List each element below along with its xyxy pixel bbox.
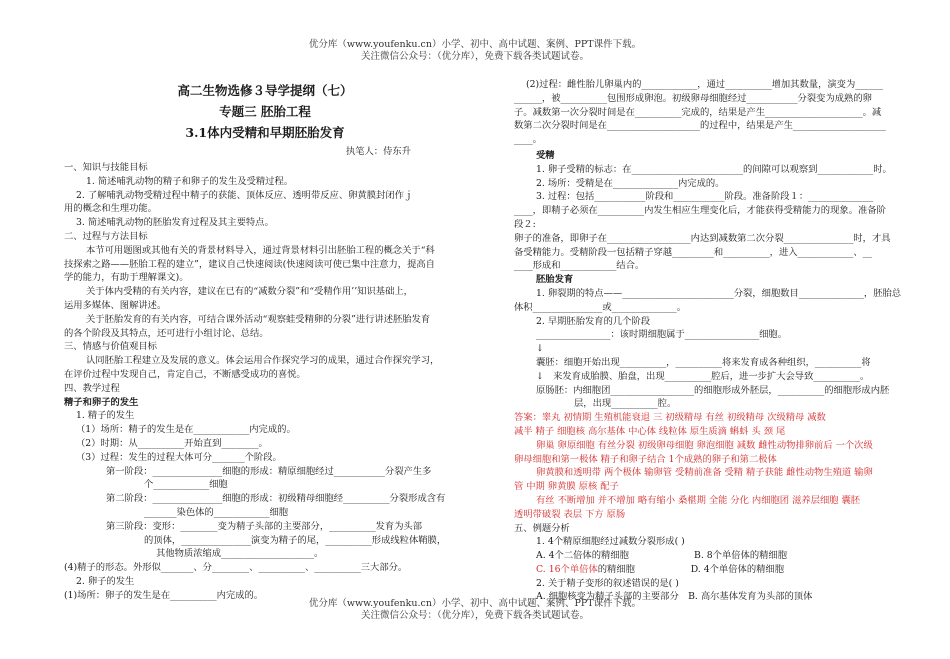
doc-section-title: 3.1体内受精和早期胚胎发育 [185,125,345,140]
section-heading-fertilization: 受精 [536,149,555,161]
left-line: (4)精子的形态。外形似_______、分________、__________、__________三大部分。 [64,562,408,574]
left-line: 一、知识与技能目标 [64,162,148,173]
left-line: 技探索之路——胚胎工程的建立”，建议自己快速阅读(快速阅读可使已集中注意力，提高自 [64,258,435,270]
arrow-down: ↓ [536,343,544,355]
answers-block [514,411,880,521]
page-footer [0,598,950,621]
right-line: 数第二次分裂时间是在____________________的过程中，结果是产生____________________ [514,120,886,132]
answer-line: 卵巢 卵原细胞 有丝分裂 初级卵母细胞 卵泡细胞 减数 雌性动物排卵前后 一个次级 [536,439,873,451]
section-heading-embryo: 胚胎发育 [536,274,574,286]
left-line: 第二阶段：_______________细胞的形成：初级精母细胞经__________分裂形成含有 [106,493,446,505]
question-2: 2. 关于精子变形的叙述错误的是( ) [536,577,679,589]
footer-line-1: 优分库（www.youfenku.cn）小学、初中、高中试题、案例、PPT课件下载。 [308,598,642,609]
right-line: 原肠胚：内细胞团__________________的细胞形成外胚层，__________的细胞形成内胚 [536,384,890,396]
correct-option: C. 16个单倍体 [536,563,598,575]
left-line: 运用多媒体、图解讲述。 [64,299,167,311]
right-line: 2. 场所：受精是在______________内完成的。 [536,177,725,189]
right-line: ______，被__________包围形成卵泡。初级卵母细胞经过___________分裂变为成熟的卵 [514,92,872,104]
left-line: 关于胚胎发育的有关内容，可结合课外活动“观察蛙受精卵的分裂”进行讲述胚胎发育 [86,313,431,325]
right-line: 子。减数第一次分裂时间是在__________完成的，结果是产生_____________________。减 [514,106,882,118]
left-line: 第一阶段：_______________细胞的形成：精原细胞经过___________分裂产生多 [106,465,432,477]
left-line: (1)场所：卵子的发生是在__________内完成的。 [64,589,264,601]
left-line: 用的概念和生理功能。 [64,203,157,215]
answer-line: 管 中期 卵黄膜 原核 配子 [514,481,619,493]
option-remainder: 的精细胞 D. 4个单倍体的精细胞 [597,563,785,575]
right-line: 3. 过程：包括___________阶段和___________阶段。准备阶段１：______________ [536,191,874,203]
right-line: ________________：该时期细胞属于________________细胞。 [536,329,788,341]
right-line: 1. 卵子受精的标志：在________________________的间隙可以观察到____________时。 [536,163,892,175]
right-line: 体积_______________或______________。 [514,301,686,313]
answer-line: 卵黄膜和透明带 两个极体 输卵管 受精前准备 受精 精子获能 雌性动物生殖道 输卵 [536,467,873,479]
exercise-heading: 五、例题分析 [514,522,570,534]
right-column [514,78,902,604]
left-line: 二、过程与方法目标 [64,230,148,242]
question-2-options-ab: A. 细胞核变为精子头部的主要部分 B. 高尔基体发育为头部的顶体 [536,591,813,603]
answer-line: 透明带破裂 表层 下方 原肠 [514,508,626,520]
left-line: 学的能力，有助于理解课文)。 [64,272,189,284]
right-line: ____。 [514,134,542,146]
left-line: 个____________细胞 [144,479,228,491]
right-line: ____形成和____________结合。 [514,260,645,272]
left-line: 四、教学过程 [64,382,120,394]
header-line-2: 关注微信公众号：（优分库），免费下载各类试题试卷。 [360,50,589,62]
right-line: ____，即精子必须在__________内发生相应生理变化后，才能获得受精能力的现象。准备阶 [514,205,886,217]
right-line: 层，出现__________腔。 [574,398,677,410]
right-line: 卵子的准备，即卵子在__________________内达到减数第二次分裂_______________时，才具 [514,232,891,244]
answer-line: 卵母细胞和第一极体 精子和卵子结合 1个成熟的卵子和第二极体 [514,453,777,465]
header-line-1: 优分库（www.youfenku.cn）小学、初中、高中试题、案例、PPT课件下载。 [308,39,642,50]
doc-title: 高二生物选修３导学提纲（七） [177,83,353,98]
left-line: 1. 简述哺乳动物的精子和卵子的发生及受精过程。 [86,175,294,187]
right-line: ↓ 来发育成胎膜、胎盘，出现__________腔后，进一步扩大会导致__________。 [536,370,870,382]
footer-line-2: 关注微信公众号：（优分库），免费下载各类试题试卷。 [360,609,589,621]
right-line: 囊胚：细胞开始出现__________，__________将来发育成各种组织，__________将 [536,356,871,368]
left-line: （1）场所：精子的发生是在____________内完成的。 [76,424,296,436]
left-line: 在评价过程中发现自己，肯定自己，不断感受成功的喜悦。 [64,368,306,380]
left-line: _______染色体的____________细胞 [144,506,289,518]
question-1-options-cd [514,563,880,577]
left-line: 关于体内受精的有关内容，建议在已有的“减数分裂”和“受精作用’’知识基础上， [86,286,413,298]
left-line: 第三阶段：变形：________变为精子头部的主要部分，__________发育为头部 [106,520,423,532]
answer-line: 有丝 不断增加 并不增加 略有缩小 桑椹期 全能 分化 内细胞团 滋养层细胞 囊胚 [536,494,861,506]
left-line: 的各个阶段及其特点，还可进行小组讨论、总结。 [64,327,269,339]
doc-author: 执笔人：侍东升 [345,146,411,157]
left-line: 三、情感与价值观目标 [64,341,157,353]
left-line: 的顶体，_______________演变为精子的尾，__________形成线粒体鞘膜， [144,534,447,546]
left-line: 3. 简述哺乳动物的胚胎发育过程及其主要特点。 [76,217,274,229]
left-line: 其他物质浓缩成____________________。 [156,548,324,560]
left-line: 1. 精子的发生 [76,410,135,422]
right-line: 备受精能力。受精阶段一包括精子穿越_________和__________，进入____________、__ [514,246,872,258]
question-1-options-ab: A. 4个二倍体的精细胞 B. 8个单倍体的精细胞 [536,550,788,562]
answer-line: 答案：睾丸 初情期 生殖机能衰退 三 初级精母 有丝 初级精母 次级精母 减数 [514,412,826,424]
page-header [0,39,950,62]
left-column [64,80,466,603]
left-line: 本节可用题图或其他有关的背景材料导入，通过背景材料引出胚胎工程的概念关于“科 [86,244,435,256]
left-line: （3）过程：发生的过程大体可分_______个阶段。 [76,451,282,463]
left-line: 认同胚胎工程建立及发展的意义。体会运用合作探究学习的成果，通过合作探究学习， [86,355,440,367]
left-line: 2. 卵子的发生 [76,575,135,587]
right-line: 2. 早期胚胎发育的几个阶段 [536,315,651,327]
left-line: （2）时期：从__________开始直到________。 [76,437,268,449]
left-line: 2. 了解哺乳动物受精过程中精子的获能、顶体反应、透明带反应、卵黄膜封闭作ｊ [76,189,414,201]
right-line: (2)过程：雌性胎儿卵巢内的____________，通过__________增加其数量，演变为______ [526,79,884,90]
right-line: 1. 卵裂期的特点——________________________分裂，细胞数目______________，胚胎总 [536,287,902,299]
question-1: 1. 4个精原细胞经过减数分裂形成( ) [536,536,685,548]
section-heading-gametes: 精子和卵子的发生 [64,396,139,408]
answer-line: 减半 精子 细胞核 高尔基体 中心体 线粒体 原生质滴 蝌蚪 头 颈 尾 [514,425,786,437]
doc-subtitle: 专题三 胚胎工程 [219,104,311,119]
right-line: 段２: [514,218,536,230]
